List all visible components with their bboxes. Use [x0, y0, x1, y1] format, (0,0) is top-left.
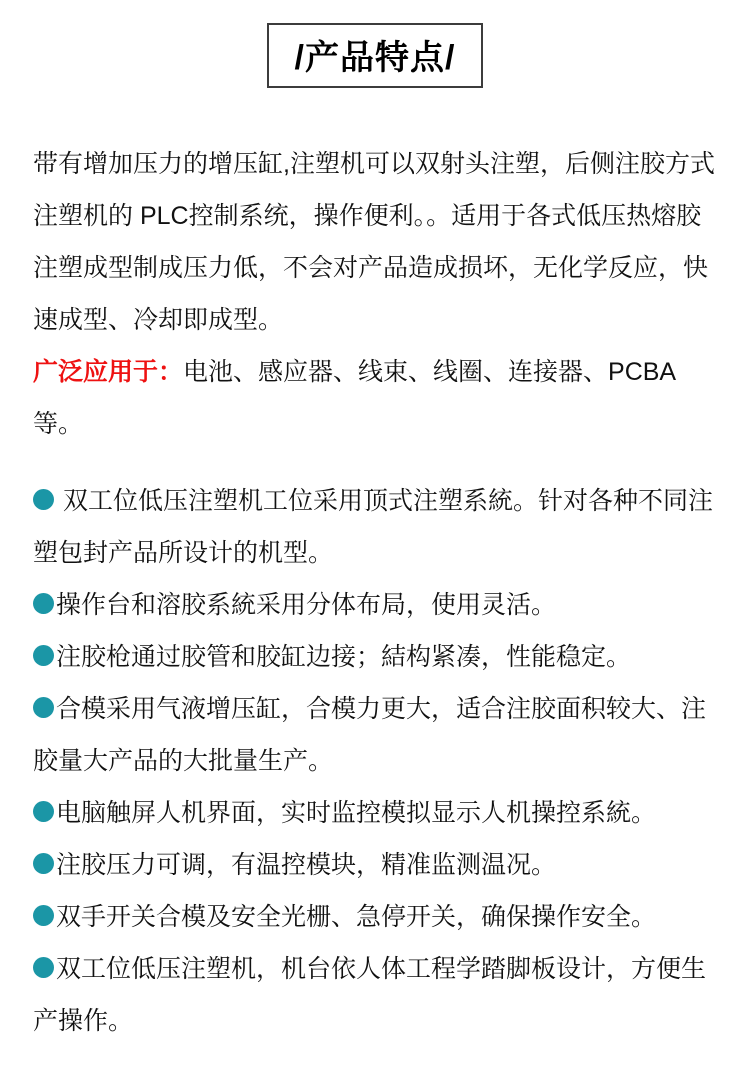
feature-item [33, 787, 717, 839]
feature-text: 双工位低压注塑机，机台依人体工程学踏脚板设计，方便生产操作。 [33, 955, 707, 1035]
bullet-icon [33, 645, 54, 666]
feature-text: 电脑触屏人机界面，实时监控模拟显示人机操控系統。 [56, 799, 657, 827]
bullet-icon [33, 957, 54, 978]
feature-item [33, 631, 717, 683]
applications-line [33, 346, 717, 450]
section-title-box [267, 23, 484, 88]
content-area [0, 138, 750, 1067]
feature-item [33, 943, 717, 1047]
intro-paragraph: 带有增加压力的增压缸,注塑机可以双射头注塑，后侧注胶方式注塑机的 PLC控制系统，操作便利。。适用于各式低压热熔胶注塑成型制成压力低，不会对产品造成损坏，无化学反应，快速成型、冷却即成型。 [33, 150, 715, 334]
feature-text: 注胶枪通过胶管和胶缸边接；結构紧凑，性能稳定。 [56, 643, 632, 671]
bullet-icon [33, 593, 54, 614]
feature-item [33, 579, 717, 631]
applications-label: 广泛应用于： [33, 358, 184, 386]
feature-item [33, 839, 717, 891]
section-title: /产品特点/ [294, 39, 456, 77]
bullet-icon [33, 489, 54, 510]
feature-item [33, 683, 717, 787]
applications-text: 电池、感应器、线束、线圈、连接器、PCBA等。 [33, 358, 677, 438]
bullet-icon [33, 801, 54, 822]
feature-item [33, 475, 717, 579]
features-list [33, 475, 717, 1047]
feature-text: 注胶压力可调，有温控模块，精准监测温况。 [56, 851, 557, 879]
bullet-icon [33, 697, 54, 718]
feature-item [33, 891, 717, 943]
bullet-icon [33, 853, 54, 874]
feature-text: 双手开关合模及安全光栅、急停开关，确保操作安全。 [56, 903, 657, 931]
feature-text: 操作台和溶胶系統采用分体布局，使用灵活。 [56, 591, 557, 619]
bullet-icon [33, 905, 54, 926]
feature-text: 双工位低压注塑机工位采用顶式注塑系統。针对各种不同注塑包封产品所设计的机型。 [33, 487, 713, 567]
feature-text: 合模采用气液增压缸，合模力更大，适合注胶面积较大、注胶量大产品的大批量生产。 [33, 695, 707, 775]
